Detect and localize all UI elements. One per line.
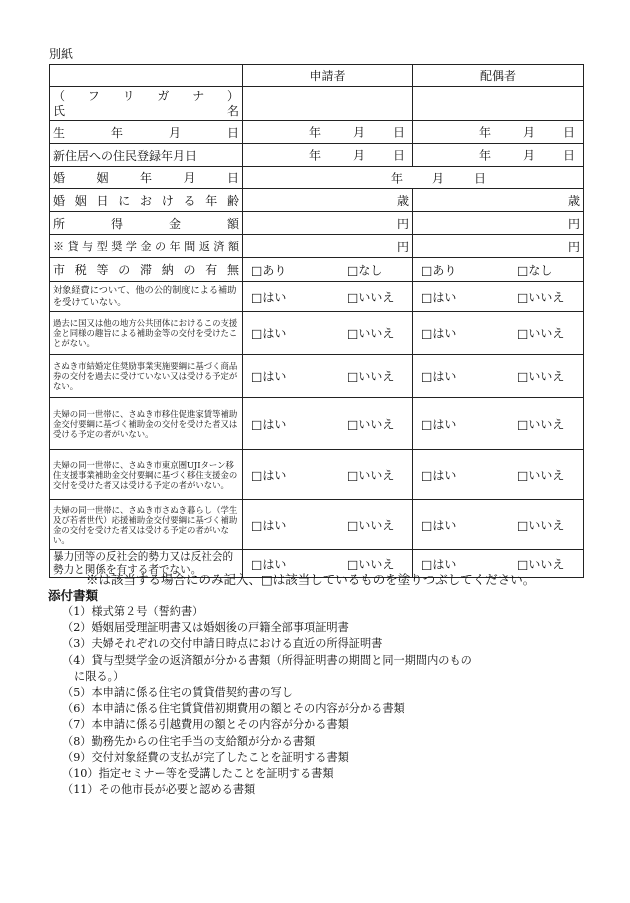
- applicant-yes-checkbox[interactable]: □はい: [251, 557, 287, 571]
- question-label: 夫婦の同一世帯に、さぬき市東京圏UJIターン移住支援事業補助金交付要綱に基づく移住支援金の交付を受けた者又は受ける予定の者がいない。: [50, 450, 243, 500]
- scholarship-row: [50, 235, 584, 258]
- spouse-yes-checkbox[interactable]: □はい: [421, 326, 457, 341]
- spouse-registration-date-field[interactable]: [413, 144, 584, 167]
- spouse-income-field[interactable]: [413, 212, 584, 235]
- applicant-answer-options: [243, 282, 413, 312]
- question-label: 夫婦の同一世帯に、さぬき市移住促進家賃等補助金交付要綱に基づく補助金の交付を受けた者又は受ける予定の者がいない。: [50, 398, 243, 450]
- birth-label: 生年月日: [50, 121, 243, 144]
- applicant-tax-options: [243, 258, 413, 282]
- attachments-list: [62, 604, 472, 798]
- spouse-yes-checkbox[interactable]: □はい: [421, 518, 457, 532]
- spouse-tax-options: [413, 258, 584, 282]
- spouse-scholarship-field[interactable]: [413, 235, 584, 258]
- yen-unit: 円: [567, 239, 580, 254]
- applicant-yes-checkbox[interactable]: □はい: [251, 518, 287, 532]
- tax-label: 市税等の滞納の有無: [50, 258, 243, 282]
- day-unit: 日: [563, 125, 576, 140]
- question-row-public-subsidy: [50, 282, 584, 312]
- document-label: 別紙: [49, 47, 74, 61]
- question-row-other-municipality: [50, 312, 584, 355]
- day-unit: 日: [474, 171, 487, 185]
- spouse-no-checkbox[interactable]: □いいえ: [517, 326, 565, 341]
- attachment-item: （3）夫婦それぞれの交付申請日時点における直近の所得証明書: [62, 637, 383, 651]
- age-label: 婚姻日における年齢: [50, 189, 243, 212]
- tax-row: [50, 258, 584, 282]
- spouse-yes-checkbox[interactable]: □はい: [421, 290, 457, 304]
- question-row-sanuki-living: [50, 500, 584, 550]
- applicant-no-checkbox[interactable]: □いいえ: [347, 369, 395, 384]
- age-unit: 歳: [567, 193, 580, 208]
- spouse-yes-checkbox[interactable]: □はい: [421, 417, 457, 431]
- name-label-right: 名: [226, 104, 239, 118]
- applicant-no-checkbox[interactable]: □いいえ: [347, 326, 395, 341]
- applicant-registration-date-field[interactable]: [243, 144, 413, 167]
- year-unit: 年: [309, 148, 322, 163]
- spouse-age-field[interactable]: [413, 189, 584, 212]
- question-label: 対象経費について、他の公的制度による補助を受けていない。: [50, 282, 243, 312]
- applicant-answer-options: [243, 312, 413, 355]
- year-unit: 年: [479, 148, 492, 163]
- question-label: さぬき市結婚定住奨励事業実施要綱に基づく商品券の交付を過去に受けていない又は受ける予定がない。: [50, 355, 243, 398]
- month-unit: 月: [523, 148, 536, 163]
- applicant-no-checkbox[interactable]: □いいえ: [347, 290, 395, 304]
- age-unit: 歳: [396, 193, 409, 208]
- applicant-no-checkbox[interactable]: □いいえ: [347, 417, 395, 431]
- spouse-no-checkbox[interactable]: □いいえ: [517, 417, 565, 431]
- spouse-name-field[interactable]: [413, 87, 584, 121]
- applicant-yes-checkbox[interactable]: □はい: [251, 290, 287, 304]
- income-label: 所得金額: [50, 212, 243, 235]
- spouse-birth-date-field[interactable]: [413, 121, 584, 144]
- spouse-yes-checkbox[interactable]: □はい: [421, 369, 457, 384]
- month-unit: 月: [353, 125, 366, 140]
- attachment-item: （4）貸与型奨学金の返済額が分かる書類（所得証明書の期間と同一期間内のもの: [62, 653, 472, 667]
- attachment-item: （8）勤務先からの住宅手当の支給額が分かる書類: [62, 734, 316, 748]
- spouse-yes-checkbox[interactable]: □はい: [421, 557, 457, 571]
- age-row: [50, 189, 584, 212]
- application-table: [49, 64, 584, 578]
- scholarship-label: ※貸与型奨学金の年間返済額: [50, 235, 243, 258]
- name-label-cell: [50, 87, 243, 121]
- spouse-tax-no-checkbox[interactable]: □なし: [517, 263, 553, 277]
- spouse-no-checkbox[interactable]: □いいえ: [517, 369, 565, 384]
- registration-row: [50, 144, 584, 167]
- spouse-answer-options: [413, 312, 584, 355]
- attachment-item-continuation: に限る。）: [74, 669, 125, 683]
- name-label-left: 氏: [53, 104, 66, 118]
- attachment-item: （5）本申請に係る住宅の賃貸借契約書の写し: [62, 686, 293, 700]
- applicant-birth-date-field[interactable]: [243, 121, 413, 144]
- birth-row: [50, 121, 584, 144]
- yen-unit: 円: [567, 216, 580, 231]
- applicant-answer-options: [243, 355, 413, 398]
- applicant-yes-checkbox[interactable]: □はい: [251, 369, 287, 384]
- attachment-item: （10）指定セミナー等を受講したことを証明する書類: [62, 767, 334, 781]
- applicant-scholarship-field[interactable]: [243, 235, 413, 258]
- spouse-answer-options: [413, 282, 584, 312]
- spouse-answer-options: [413, 355, 584, 398]
- income-row: [50, 212, 584, 235]
- year-unit: 年: [479, 125, 492, 140]
- day-unit: 日: [393, 125, 406, 140]
- applicant-yes-checkbox[interactable]: □はい: [251, 468, 287, 482]
- header-applicant: 申請者: [243, 65, 413, 87]
- furigana-label: （ フ リ ガ ナ ）: [53, 89, 239, 103]
- spouse-no-checkbox[interactable]: □いいえ: [517, 518, 565, 532]
- registration-label: 新住居への住民登録年月日: [50, 144, 243, 167]
- applicant-yes-checkbox[interactable]: □はい: [251, 326, 287, 341]
- question-row-rent-subsidy: [50, 398, 584, 450]
- month-unit: 月: [353, 148, 366, 163]
- spouse-answer-options: [413, 500, 584, 550]
- question-label: 夫婦の同一世帯に、さぬき市さぬき暮らし（学生及び若者世代）応援補助金交付要綱に基づく補助金の交付を受けた者又は受ける予定の者がいない。: [50, 500, 243, 550]
- attachments-title: 添付書類: [48, 588, 99, 603]
- month-unit: 月: [523, 125, 536, 140]
- spouse-tax-yes-checkbox[interactable]: □あり: [421, 263, 457, 277]
- applicant-yes-checkbox[interactable]: □はい: [251, 417, 287, 431]
- marriage-label: 婚姻年月日: [50, 167, 243, 189]
- attachment-item: （9）交付対象経費の支払が完了したことを証明する書類: [62, 750, 349, 764]
- header-blank: [50, 65, 243, 87]
- applicant-age-field[interactable]: [243, 189, 413, 212]
- applicant-no-checkbox[interactable]: □いいえ: [347, 468, 395, 482]
- spouse-no-checkbox[interactable]: □いいえ: [517, 290, 565, 304]
- question-label: 過去に国又は他の地方公共団体におけるこの支援金と同様の趣旨による補助金等の交付を受けたことがない。: [50, 312, 243, 355]
- spouse-no-checkbox[interactable]: □いいえ: [517, 468, 565, 482]
- marriage-row: [50, 167, 584, 189]
- spouse-answer-options: [413, 450, 584, 500]
- spouse-no-checkbox[interactable]: □いいえ: [517, 557, 565, 571]
- year-unit: 年: [391, 171, 404, 185]
- attachment-item: （7）本申請に係る引越費用の額とその内容が分かる書類: [62, 718, 349, 732]
- question-label: 暴力団等の反社会的勢力又は反社会的勢力と関係を有する者でない。: [50, 550, 243, 578]
- yen-unit: 円: [396, 216, 409, 231]
- form-note: ※は該当する場合にのみ記入、□は該当しているものを塗りつぶしてください。: [86, 572, 536, 587]
- applicant-answer-options: [243, 450, 413, 500]
- marriage-date-field[interactable]: [243, 167, 584, 189]
- spouse-yes-checkbox[interactable]: □はい: [421, 468, 457, 482]
- applicant-no-checkbox[interactable]: □いいえ: [347, 518, 395, 532]
- attachment-item: （6）本申請に係る住宅賃貸借初期費用の額とその内容が分かる書類: [62, 702, 405, 716]
- attachment-item: （1）様式第２号（誓約書）: [62, 605, 204, 618]
- spouse-answer-options: [413, 398, 584, 450]
- applicant-income-field[interactable]: [243, 212, 413, 235]
- attachment-item: （2）婚姻届受理証明書又は婚姻後の戸籍全部事項証明書: [62, 621, 349, 635]
- name-row: [50, 87, 584, 121]
- applicant-tax-no-checkbox[interactable]: □なし: [347, 263, 383, 277]
- applicant-tax-yes-checkbox[interactable]: □あり: [251, 263, 287, 277]
- question-row-gift-certificate: [50, 355, 584, 398]
- attachment-item: （11）その他市長が必要と認める書類: [62, 783, 256, 797]
- applicant-answer-options: [243, 500, 413, 550]
- month-unit: 月: [432, 171, 445, 185]
- day-unit: 日: [393, 148, 406, 163]
- header-spouse: 配偶者: [413, 65, 584, 87]
- header-row: [50, 65, 584, 87]
- applicant-name-field[interactable]: [243, 87, 413, 121]
- year-unit: 年: [309, 125, 322, 140]
- applicant-no-checkbox[interactable]: □いいえ: [347, 557, 395, 571]
- yen-unit: 円: [396, 239, 409, 254]
- day-unit: 日: [563, 148, 576, 163]
- applicant-answer-options: [243, 398, 413, 450]
- question-row-uji-turn: [50, 450, 584, 500]
